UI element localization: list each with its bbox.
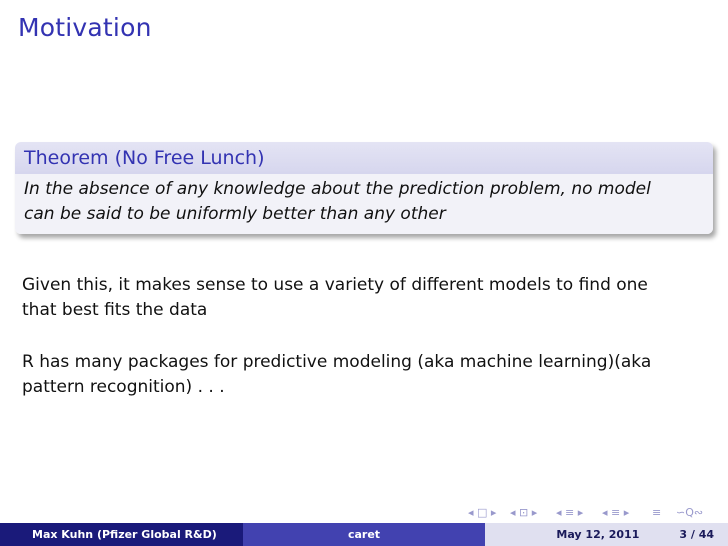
footer-date: May 12, 2011	[556, 528, 640, 541]
subsection-nav-icon[interactable]: ◂ ⊡ ▸	[510, 506, 538, 519]
search-nav-icon[interactable]: ∽Q∾	[676, 506, 704, 519]
footer-author	[0, 523, 243, 546]
footer-author-text: Max Kuhn (Pfizer Global R&D)	[32, 528, 217, 541]
subsection-list-nav-icon[interactable]: ◂ ≡ ▸	[602, 506, 630, 519]
section-nav-icon[interactable]: ◂ ≡ ▸	[556, 506, 584, 519]
paragraph-variety-of-models	[22, 273, 712, 323]
frame-nav-icon[interactable]: ◂ □ ▸	[468, 506, 497, 519]
paragraph-line: R has many packages for predictive modeling (aka machine learning)(aka	[22, 352, 652, 372]
footer-date-page	[485, 523, 728, 546]
theorem-line-1: In the absence of any knowledge about the prediction problem, no model	[24, 179, 651, 199]
paragraph-line: that best fits the data	[22, 300, 208, 320]
theorem-heading: Theorem (No Free Lunch)	[15, 142, 713, 174]
footer-page-number: 3 / 44	[679, 528, 714, 541]
theorem-body	[15, 174, 713, 234]
paragraph-line: Given this, it makes sense to use a variety of different models to find one	[22, 275, 648, 295]
footer-bar	[0, 523, 728, 546]
footer-short-title	[243, 523, 485, 546]
document-nav-icon[interactable]: ≡	[652, 506, 662, 519]
theorem-line-2: can be said to be uniformly better than any other	[24, 204, 446, 224]
slide-title: Motivation	[18, 13, 152, 42]
paragraph-r-packages	[22, 350, 712, 400]
paragraph-line: pattern recognition) . . .	[22, 377, 225, 397]
theorem-block	[15, 142, 713, 234]
footer-short-title-text: caret	[347, 528, 381, 541]
